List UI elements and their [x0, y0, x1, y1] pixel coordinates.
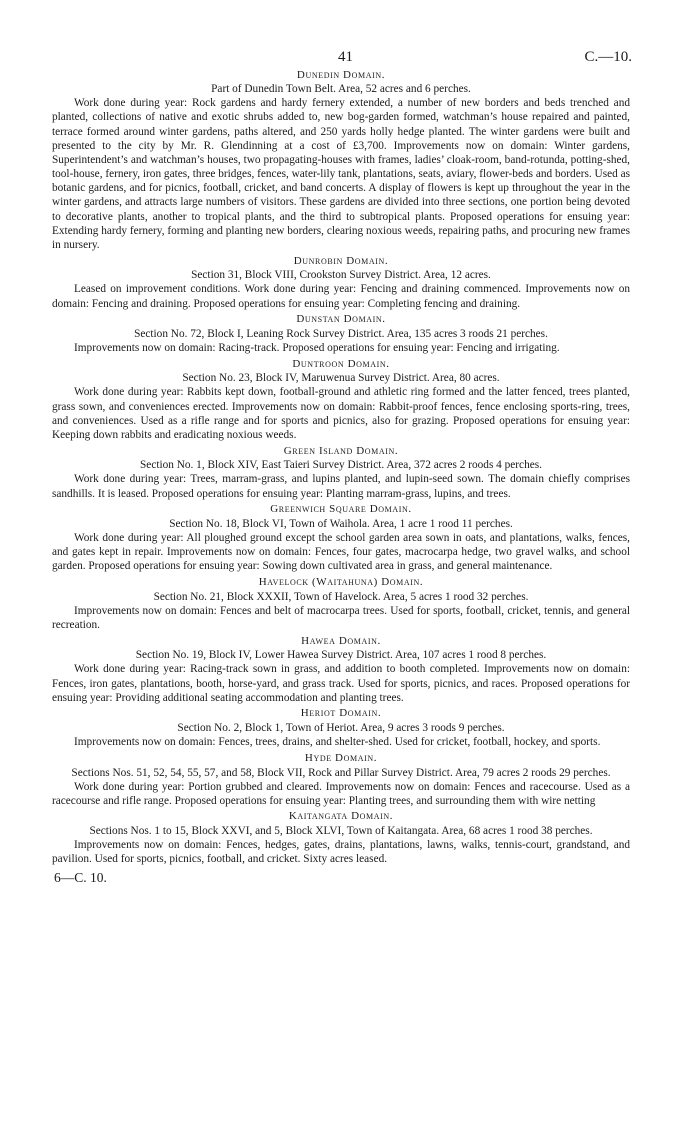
- domain-entry-greenwich-square: [52, 502, 630, 573]
- domain-description: Work done during year: Racing-track sown in grass, and addition to booth completed. Improvements now on domain: Fences, iron gates, plantations, booth, horse-yard, and grass track. Used for sports, picnics, and races. Proposed operations for ensuing year: Providing additional seating accommodation and planting trees.: [52, 663, 630, 704]
- domain-heading: Dunstan Domain.: [296, 313, 386, 326]
- domain-description: Leased on improvement conditions. Work done during year: Fencing and draining commenced. Improvements now on domain: Fencing and draining. Proposed operations for ensuing year: Completing fencing and draining.: [52, 283, 630, 310]
- domain-entry-dunrobin: [52, 254, 630, 311]
- domain-description: Work done during year: Trees, marram-grass, and lupins planted, and lupin-seed sown. The domain chiefly comprises sandhills. It is leased. Proposed operations for ensuing year: Planting marram-grass, lupins, and trees.: [52, 473, 630, 500]
- document-page: [52, 40, 630, 885]
- domain-heading: Hyde Domain.: [304, 751, 378, 764]
- domain-description: Improvements now on domain: Racing-track. Proposed operations for ensuing year: Fencing and irrigating.: [74, 341, 560, 354]
- domain-entry-heriot: [52, 706, 630, 749]
- domain-heading: Duntroon Domain.: [292, 357, 390, 370]
- page-header: [52, 40, 630, 66]
- domain-heading: Heriot Domain.: [300, 707, 382, 720]
- domain-location: Part of Dunedin Town Belt. Area, 52 acres and 6 perches.: [211, 83, 471, 96]
- domain-heading: Dunrobin Domain.: [293, 254, 389, 267]
- domain-location: Section 31, Block VIII, Crookston Survey District. Area, 12 acres.: [191, 269, 491, 282]
- domain-description: Work done during year: Rabbits kept down, football-ground and athletic ring formed and the latter fenced, trees planted, grass sown, and conveniences erected. Improvements now on domain: Rabbit-proof fences, fence enclosing sports-ring, trees, and conveniences. Used as a rifle range and for sports and picnics, also for grazing. Proposed operations for ensuing year: Keeping down rabbits and eradicating noxious weeds.: [52, 386, 630, 441]
- domain-heading: Green Island Domain.: [283, 444, 399, 457]
- domain-location: Section No. 23, Block IV, Maruwenua Survey District. Area, 80 acres.: [182, 372, 500, 385]
- domain-description: Work done during year: Rock gardens and hardy fernery extended, a number of new borders and beds trenched and planted, collections of native and exotic shrubs added to, new bog-garden formed, watchman’s house repaired and painted, terrace formed around winter gardens, paths altered, and 250 yards holly hedge planted. The winter gardens were built and presented to the city by Mr. R. Glendinning at a cost of £3,700. Improvements now on domain: Winter gardens, Superintendent’s and watchman’s houses, two propagating-houses with frames, ladies’ cloak-room, band-rotunda, potting-shed, tool-house, fernery, iron gates, three bridges, fences, water-lily tank, plantations, seats, aviary, flower-beds and borders. Used as botanic gardens, and for picnics, football, cricket, and band concerts. A display of flowers is kept up throughout the year in the winter gardens, and attracts large numbers of visitors. These gardens are divided into three sections, one portion being devoted to decorative plants, another to tropical plants, and the third to subtropical plants. Proposed operations for ensuing year: Extending hardy fernery, forming and planting new borders, clearing noxious weeds, repairing paths, and procuring new frames in nursery.: [52, 97, 630, 251]
- domain-heading: Greenwich Square Domain.: [270, 503, 412, 516]
- domain-description: Work done during year: Portion grubbed and cleared. Improvements now on domain: Fences and racecourse. Used as a racecourse and rifle range. Proposed operations for ensuing year: Planting trees, and surrounding them with wire netting: [52, 780, 630, 807]
- printer-signature: 6—C. 10.: [54, 869, 107, 885]
- report-code: C.—10.: [584, 49, 632, 65]
- page-number: 41: [338, 49, 353, 65]
- domain-location: Section No. 18, Block VI, Town of Waihola. Area, 1 acre 1 rood 11 perches.: [169, 517, 513, 530]
- domain-location: Section No. 2, Block 1, Town of Heriot. Area, 9 acres 3 roods 9 perches.: [177, 722, 505, 735]
- domain-location: Sections Nos. 1 to 15, Block XXVI, and 5, Block XLVI, Town of Kaitangata. Area, 68 acres 1 rood 38 perches.: [89, 825, 593, 838]
- domain-entry-hawea: [52, 634, 630, 705]
- domain-location: Section No. 1, Block XIV, East Taieri Survey District. Area, 372 acres 2 roods 4 perches.: [140, 459, 542, 472]
- domain-entry-green-island: [52, 444, 630, 501]
- domain-location: Section No. 19, Block IV, Lower Hawea Survey District. Area, 107 acres 1 rood 8 perches.: [135, 649, 547, 662]
- domain-location: Section No. 72, Block I, Leaning Rock Survey District. Area, 135 acres 3 roods 21 perches.: [134, 327, 548, 340]
- domain-description: Improvements now on domain: Fences and belt of macrocarpa trees. Used for sports, football, cricket, tennis, and general recreation.: [52, 604, 630, 631]
- domain-entry-dunstan: [52, 312, 630, 355]
- domain-entry-havelock: [52, 575, 630, 632]
- domain-location: Sections Nos. 51, 52, 54, 55, 57, and 58, Block VII, Rock and Pillar Survey District. Area, 79 acres 2 roods 29 perches.: [71, 766, 611, 779]
- domain-description: Work done during year: All ploughed ground except the school garden area sown in oats, and plantations, walks, fences, and gates kept in repair. Improvements now on domain: Fences, four gates, macrocarpa hedge, two gravel walks, and school garden. Proposed operations for ensuing year: Sowing down cultivated area in grass, and general maintenance.: [52, 532, 630, 573]
- domain-entry-hyde: [52, 751, 630, 808]
- domain-entry-dunedin: [52, 68, 630, 253]
- domain-location: Section No. 21, Block XXXII, Town of Havelock. Area, 5 acres 1 rood 32 perches.: [153, 590, 529, 603]
- domain-heading: Dunedin Domain.: [296, 68, 386, 81]
- domain-description: Improvements now on domain: Fences, trees, drains, and shelter-shed. Used for cricket, football, hockey, and sports.: [74, 736, 601, 749]
- domain-heading: Hawea Domain.: [301, 634, 381, 647]
- domain-heading: Kaitangata Domain.: [288, 810, 394, 823]
- domain-heading: Havelock (Waitahuna) Domain.: [258, 575, 424, 588]
- domain-description: Improvements now on domain: Fences, hedges, gates, drains, plantations, lawns, walks, tennis-court, grandstand, and pavilion. Used for sports, picnics, football, and cricket. Sixty acres leased.: [52, 839, 630, 866]
- domain-entry-kaitangata: [52, 809, 630, 866]
- domain-entry-duntroon: [52, 357, 630, 442]
